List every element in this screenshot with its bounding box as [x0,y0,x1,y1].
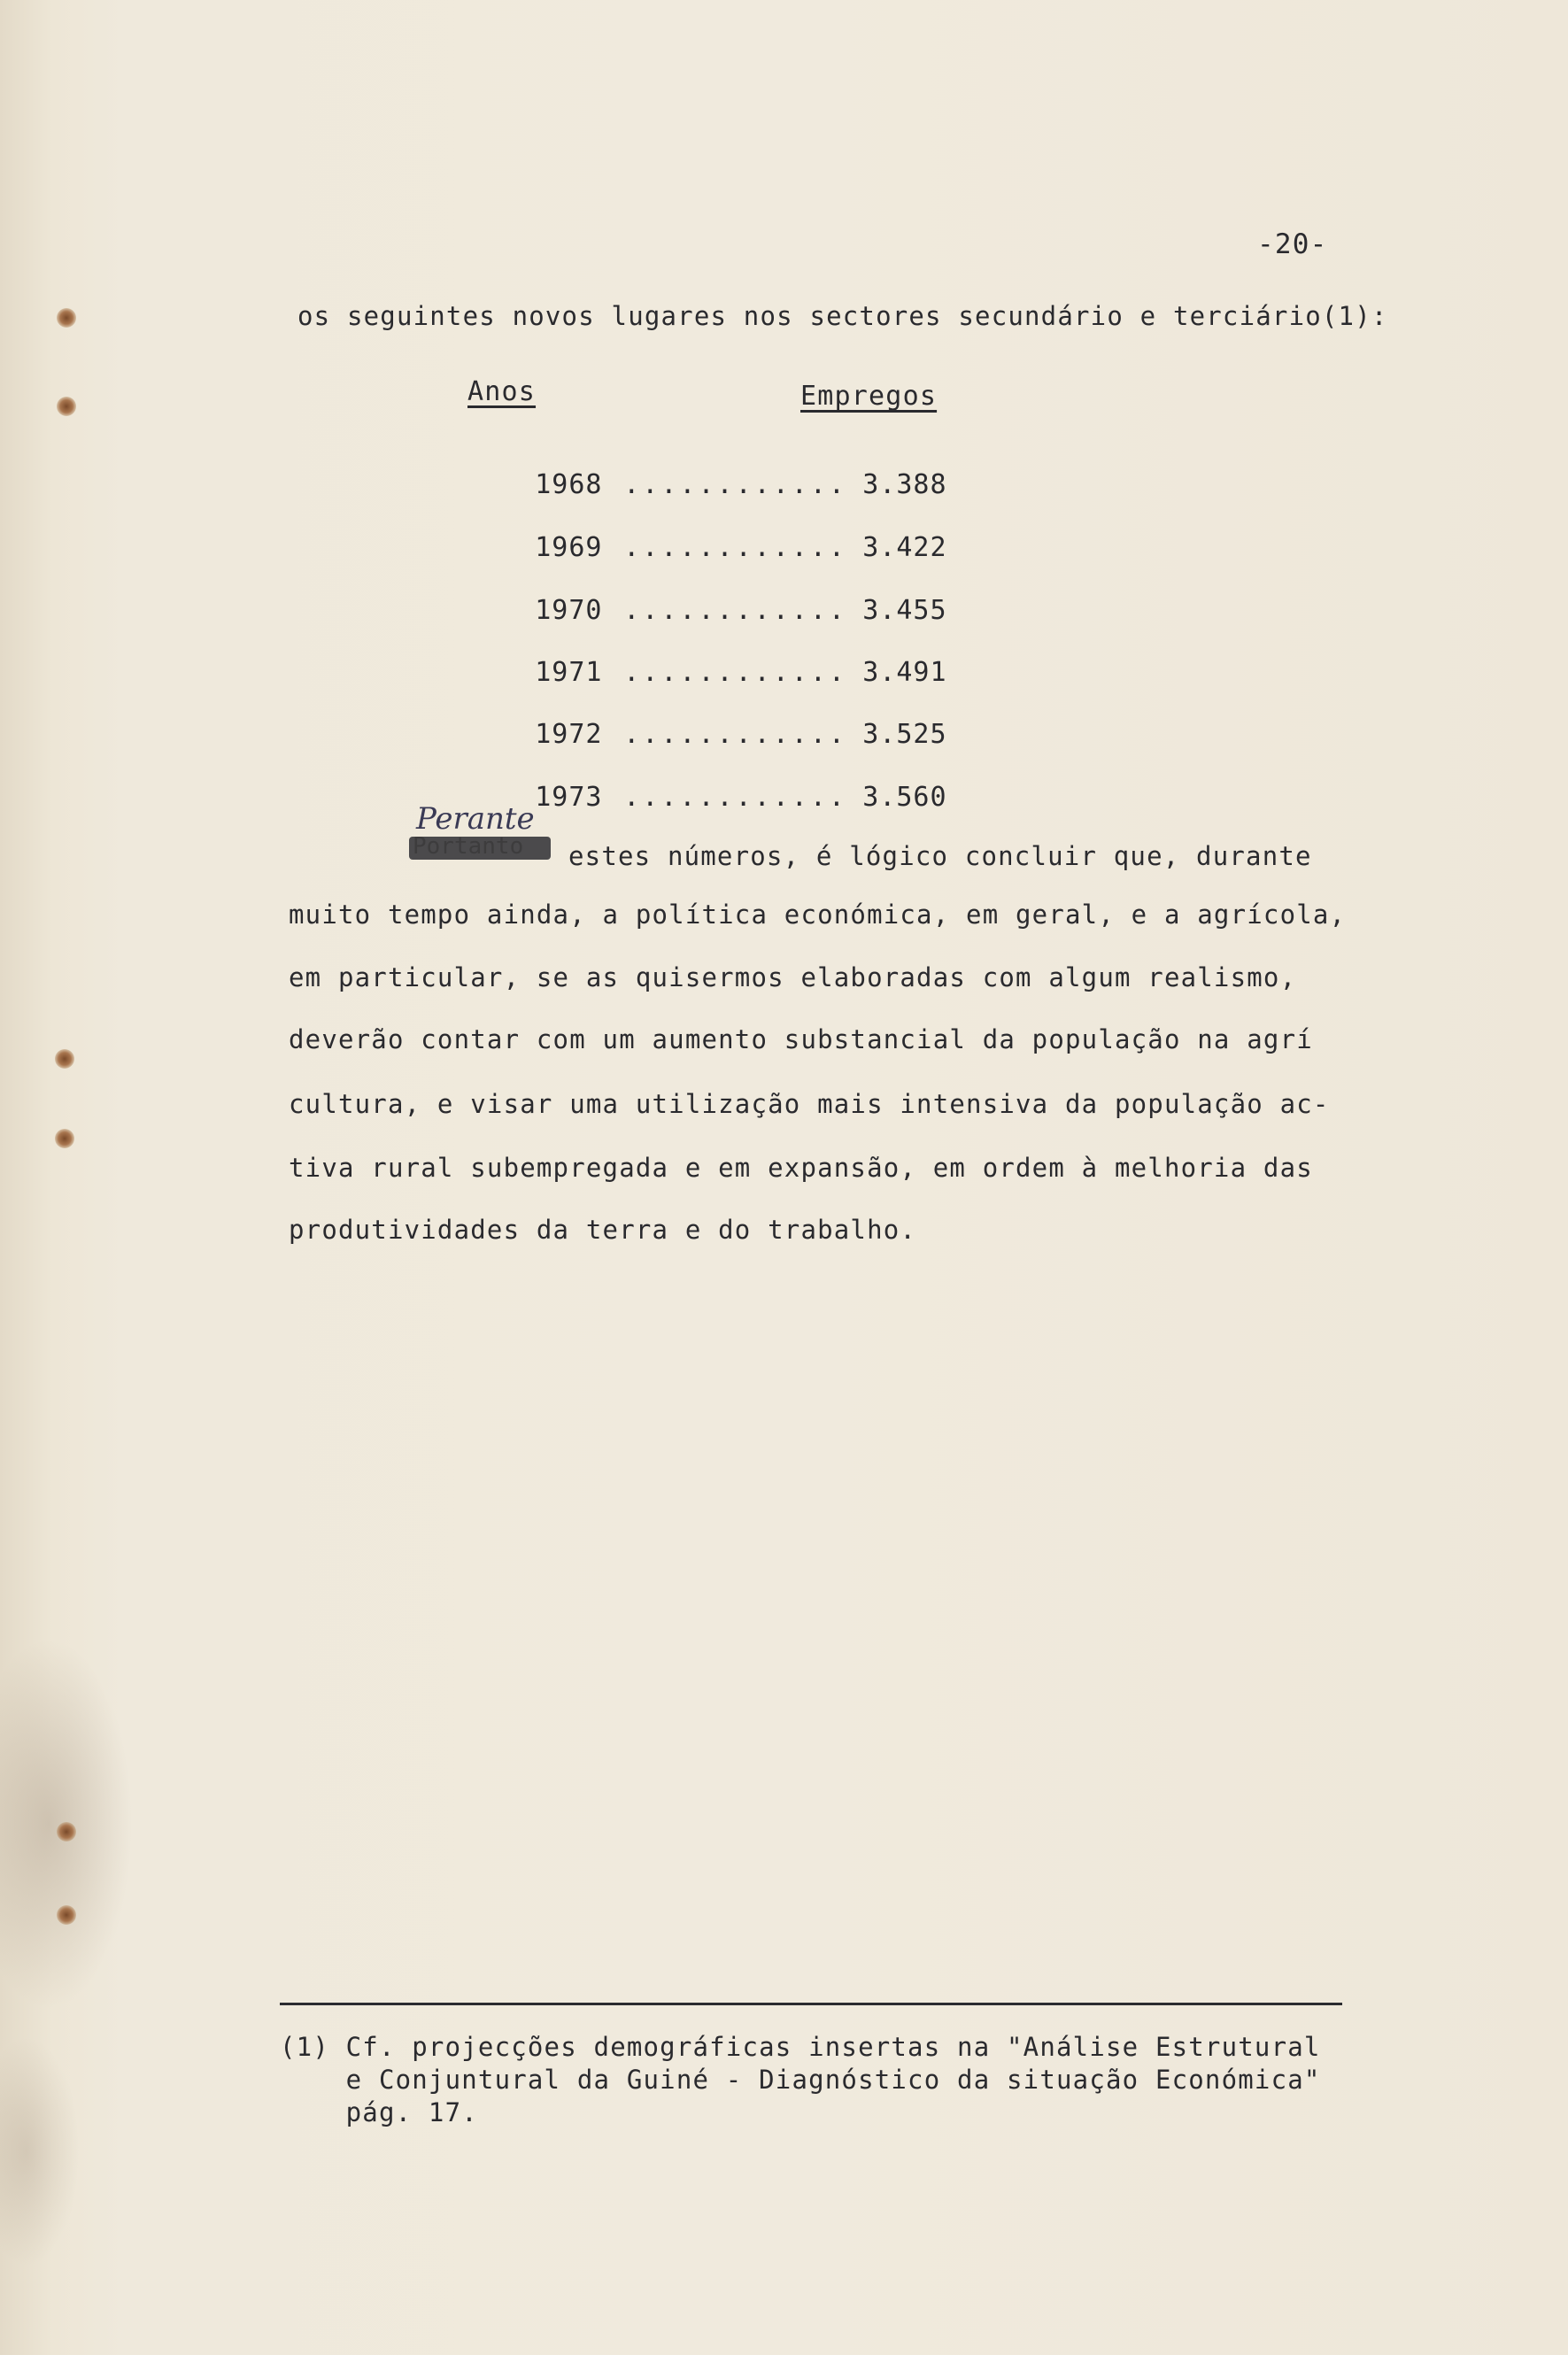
row-year: 1968 [535,469,603,500]
struck-word-text: Portanto [413,833,524,860]
footnote-separator [280,2003,1342,2005]
row-year: 1969 [535,532,603,563]
left-edge-stain-lower [0,2036,80,2266]
punch-hole [57,1905,76,1925]
table-header-year: Anos [467,376,537,407]
row-dots: ............ [623,532,847,563]
row-dots: ............ [623,719,847,750]
page-number: -20- [1257,228,1328,260]
row-dots: ............ [623,782,847,813]
table-header-jobs: Empregos [800,381,938,412]
paragraph-line: muito tempo ainda, a política económica, em geral, e a agrícola, [289,900,1347,930]
row-year: 1972 [535,719,603,750]
row-value: 3.455 [862,595,947,626]
row-dots: ............ [623,657,847,688]
intro-line: os seguintes novos lugares nos sectores secundário e terciário(1): [297,301,1388,331]
paragraph-line: em particular, se as quisermos elaboradas com algum realismo, [289,962,1297,992]
punch-hole [57,308,76,328]
paragraph-line: estes números, é lógico concluir que, durante [568,841,1312,871]
footnote-line: e Conjuntural da Guiné - Diagnóstico da situação Económica" [280,2065,1321,2095]
row-value: 3.491 [862,657,947,688]
footnote-line: (1) Cf. projecções demográficas insertas na "Análise Estrutural [280,2032,1321,2062]
row-dots: ............ [623,595,847,626]
paragraph-line: deverão contar com um aumento substancial da população na agrí [289,1024,1313,1054]
paragraph-line: tiva rural subempregada e em expansão, em ordem à melhoria das [289,1153,1313,1183]
row-year: 1970 [535,595,603,626]
punch-hole [55,1049,74,1069]
row-value: 3.560 [862,782,947,813]
row-dots: ............ [623,469,847,500]
row-value: 3.422 [862,532,947,563]
paragraph-line: cultura, e visar uma utilização mais intensiva da população ac- [289,1089,1330,1119]
table-row [467,751,947,844]
punch-hole [57,397,76,416]
paragraph-line: produtividades da terra e do trabalho. [289,1215,917,1245]
struck-out-word [409,833,551,860]
footnote-line: pág. 17. [280,2097,478,2127]
punch-hole [57,1822,76,1842]
row-value: 3.388 [862,469,947,500]
row-year: 1971 [535,657,603,688]
punch-hole [55,1129,74,1148]
handwritten-correction: Perante [416,801,535,837]
row-year: 1973 [535,782,603,813]
row-value: 3.525 [862,719,947,750]
